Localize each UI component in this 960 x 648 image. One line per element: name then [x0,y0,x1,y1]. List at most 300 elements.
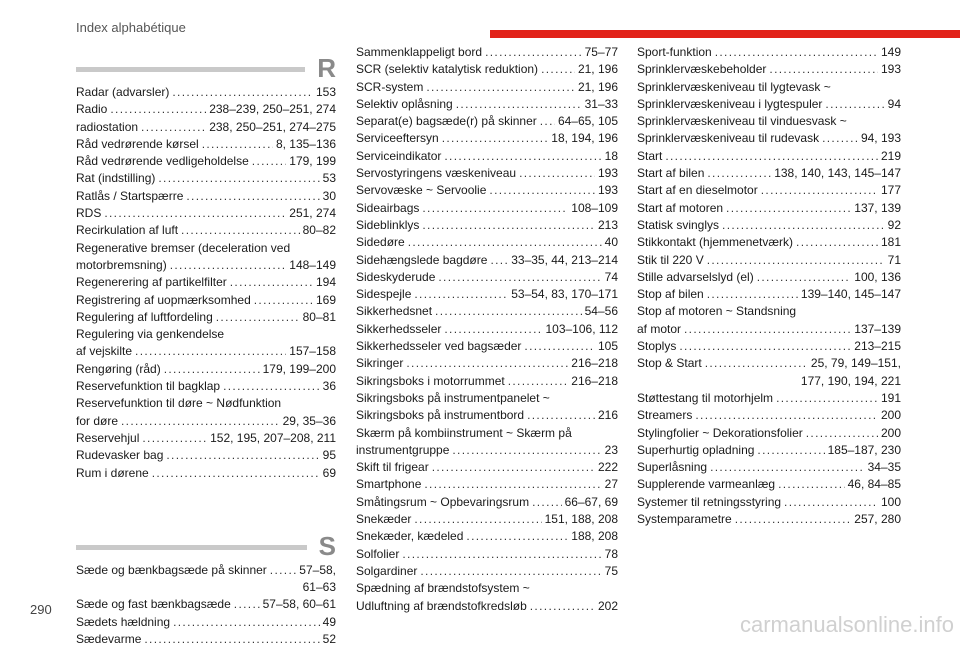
dot-leader [424,476,601,493]
entry-pages: 222 [597,460,618,475]
entry-row [356,182,618,199]
entry-row [356,269,618,286]
entry-pages: 100, 136 [854,269,901,284]
entry-pages: 103–106, 112 [545,321,618,336]
entry-pages: 179, 199–200 [262,361,336,376]
dot-leader [230,274,313,291]
entry-term: Separat(e) bagsæde(r) på skinner [356,114,537,129]
index-entry [356,563,618,580]
entry-row [76,170,336,187]
dot-leader [234,596,260,613]
entry-row [356,217,618,234]
entry-row [356,511,618,528]
entry-row [356,96,618,113]
entry-term: Rengøring (råd) [76,361,161,376]
dot-leader [432,459,595,476]
entry-term: Stik til 220 V [637,252,704,267]
entry-term: Reservefunktion til bagklap [76,379,221,394]
entry-term: Sideskyderude [356,269,436,284]
entry-term: Recirkulation af luft [76,223,179,238]
entry-term: Sikkerhedsnet [356,304,433,319]
entry-pages: 71 [887,252,901,267]
entry-pages: 193 [597,166,618,181]
entry-term: Sprinklervæskebeholder [637,62,767,77]
entry-term: Sammenklappeligt bord [356,45,483,59]
index-entry [356,44,618,61]
entry-term: for døre [76,413,119,428]
dot-leader [444,321,542,338]
index-entry [356,390,618,425]
dot-leader [519,165,595,182]
entry-row [76,430,336,447]
index-entry [356,234,618,251]
index-entry [356,286,618,303]
dot-leader [426,79,575,96]
entry-pages: 153 [315,85,336,99]
dot-leader [121,413,280,430]
dot-leader [757,269,852,286]
entry-term: Sidehængslede bagdøre [356,252,488,267]
entry-term: Regulering af luftfordeling [76,309,213,324]
dot-leader [456,96,582,113]
index-column-3 [637,44,901,528]
entry-term: Sikkerhedsseler ved bagsæder [356,339,522,354]
entry-row [637,234,901,251]
entry-pages: 8, 135–136 [275,136,336,151]
entry-pages: 75 [604,563,618,578]
entry-pages: 202 [597,598,618,613]
entry-pages: 69 [322,465,336,480]
entry-term: Regenerering af partikelfilter [76,275,227,290]
index-entry [637,165,901,182]
entry-row [637,425,901,442]
watermark: carmanualsonline.info [739,612,954,637]
dot-leader [216,309,300,326]
entry-row [356,61,618,78]
index-entry [356,79,618,96]
entry-term: Servostyringens væskeniveau [356,166,517,181]
index-entry [637,442,901,459]
entry-term: Sport-funktion [637,45,712,59]
entry-pages: 219 [880,148,901,163]
entry-pages: 74 [604,269,618,284]
entry-term: Start af bilen [637,166,705,181]
entry-pages: 105 [597,339,618,354]
entry-pages: 21, 196 [577,79,618,94]
entry-pages: 181 [880,235,901,250]
dot-leader [489,182,595,199]
entry-pages: 185–187, 230 [827,442,901,457]
entry-pages: 31–33 [584,96,618,111]
index-entry [76,292,336,309]
entry-term: Start [637,148,663,163]
entry-row [76,596,336,613]
entry-term: Smartphone [356,477,422,492]
entry-pages: 29, 35–36 [282,413,336,428]
entry-pages: 213–215 [854,339,901,354]
entry-row [637,511,901,528]
entry-row [76,343,336,360]
index-entry [76,240,336,275]
page-header-title: Index alphabétique [76,20,186,35]
entry-row [76,257,336,274]
dot-leader [104,205,286,222]
index-entry [76,361,336,378]
entry-row [356,286,618,303]
entry-term-line: Sikringsboks på instrumentpanelet ~ [356,390,550,405]
entry-pages: 257, 280 [854,512,901,527]
entry-row [356,200,618,217]
index-entry [356,217,618,234]
entry-row [356,148,618,165]
index-entry [356,546,618,563]
dot-leader [679,338,851,355]
entry-pages: 46, 84–85 [847,477,901,492]
section-letter: R [317,53,336,83]
entry-row [76,222,336,239]
dot-leader [532,494,562,511]
entry-row [76,309,336,326]
entry-pages: 108–109 [571,200,618,215]
entry-pages: 33–35, 44, 213–214 [511,252,618,267]
entry-row [637,459,901,476]
entry-row [637,476,901,493]
index-entry [76,447,336,464]
index-entry [76,596,336,613]
entry-term: Solgardiner [356,563,418,578]
dot-leader [186,188,319,205]
index-entry [76,326,336,361]
entry-row [356,165,618,182]
entry-row [637,61,901,78]
entry-term: Statisk svinglys [637,217,720,232]
index-entry [356,61,618,78]
entry-pages: 100 [880,494,901,509]
dot-leader [223,378,320,395]
entry-term: Stylingfolier ~ Dekorationsfolier [637,425,803,440]
index-entry [637,425,901,442]
entry-term-line: Stop af motoren ~ Standsning [637,304,797,319]
entry-term: Udluftning af brændstofkredsløb [356,598,527,613]
entry-term: Råd vedrørende kørsel [76,136,199,151]
dot-leader [665,148,878,165]
dot-leader [252,153,287,170]
entry-pages: 52 [322,632,336,647]
dot-leader [142,430,207,447]
dot-leader [414,511,541,528]
entry-pages: 66–67, 69 [564,494,618,509]
dot-leader [527,407,595,424]
entry-term: Radar (advarsler) [76,85,170,99]
index-entry [76,465,336,482]
dot-leader [422,217,595,234]
entry-pages: 148–149 [289,257,336,272]
entry-term: Sidespejle [356,287,412,302]
entry-term: Superhurtig opladning [637,442,755,457]
entry-term: Streamers [637,408,693,423]
index-entry [356,148,618,165]
index-entry [637,355,901,390]
entry-pages: 194 [315,275,336,290]
entry-term: Skift til frigear [356,460,429,475]
index-entry [76,170,336,187]
entry-pages: 95 [322,448,336,463]
dot-leader [707,286,798,303]
index-entry [356,476,618,493]
entry-row [637,130,901,147]
entry-term: Superlåsning [637,460,708,475]
entry-pages: 80–82 [302,223,336,238]
entry-term: Serviceindikator [356,148,442,163]
entry-row [356,234,618,251]
entry-term: Rum i dørene [76,465,149,480]
entry-term: motorbremsning) [76,257,167,272]
entry-term: Stikkontakt (hjemmenetværk) [637,235,794,250]
dot-leader [181,222,300,239]
entry-row [637,338,901,355]
index-entry [637,252,901,269]
page-number: 290 [30,602,52,617]
entry-pages: 94, 193 [860,131,901,146]
entry-term: SCR (selektiv katalytisk reduktion) [356,62,539,77]
dot-leader [684,321,851,338]
entry-term: Selektiv oplåsning [356,96,453,111]
entry-pages: 193 [880,62,901,77]
entry-term-line: Skærm på kombiinstrument ~ Skærm på [356,425,572,440]
dot-leader [408,234,602,251]
entry-term: Radio [76,102,108,117]
index-entry [356,321,618,338]
index-entry [637,338,901,355]
dot-leader [524,338,595,355]
entry-row [637,442,901,459]
entry-row [637,390,901,407]
entry-pages: 30 [322,188,336,203]
dot-leader [141,119,206,136]
header-accent-bar [490,30,960,38]
index-entry [76,222,336,239]
entry-row [356,130,618,147]
dot-leader [414,286,508,303]
section-spacer [76,482,336,522]
dot-leader [778,476,845,493]
entry-pages: 216–218 [571,356,618,371]
dot-leader [172,84,313,101]
index-entry [637,200,901,217]
index-entry [356,182,618,199]
entry-term-line: Reservefunktion til døre ~ Nødfunktion [76,396,282,411]
index-entry [76,153,336,170]
section-rule [76,545,307,550]
index-column-2 [356,44,618,615]
entry-term: Stop af bilen [637,287,704,302]
index-entry [356,200,618,217]
entry-term: Rudevasker bag [76,448,164,463]
entry-term: Sæde og bænkbagsæde på skinner [76,562,267,577]
entry-row [637,321,901,338]
entry-row [76,101,336,118]
entry-pages: 169 [315,292,336,307]
index-entry [356,494,618,511]
index-entry [76,84,336,101]
entry-pages: 25, 79, 149–151, [810,356,901,371]
entry-row [637,96,901,113]
entry-term: Sidedøre [356,235,405,250]
entry-term: Sæde og fast bænkbagsæde [76,597,231,612]
dot-leader [769,61,878,78]
dot-leader [761,182,878,199]
section-rule [76,67,305,72]
entry-pages: 138, 140, 143, 145–147 [774,166,901,181]
entry-row [76,188,336,205]
dot-leader [695,407,878,424]
entry-pages: 151, 188, 208 [544,512,618,527]
dot-leader [710,459,865,476]
index-entry [637,303,901,338]
entry-pages: 137–139 [854,321,901,336]
index-entry [637,286,901,303]
entry-row [356,355,618,372]
dot-leader [540,113,555,130]
entry-pages: 213 [597,217,618,232]
dot-leader [757,442,824,459]
index-entry [76,378,336,395]
dot-leader [784,494,878,511]
index-column-1 [76,44,336,648]
entry-row [356,373,618,390]
index-entry [76,205,336,222]
entry-pages: 152, 195, 207–208, 211 [210,430,336,445]
index-entry [356,338,618,355]
entry-row [356,476,618,493]
entry-pages: 216 [597,408,618,423]
index-entry [637,390,901,407]
index-entry [76,119,336,136]
index-entry [637,459,901,476]
dot-leader [485,44,582,61]
entry-term: Sædevarme [76,632,142,647]
entry-term: Registrering af uopmærksomhed [76,292,251,307]
entry-pages: 179, 199 [289,154,336,169]
index-entry [76,430,336,447]
entry-term: Sikringer [356,356,404,371]
entry-term: Start af motoren [637,200,724,215]
index-entry [637,511,901,528]
index-entry [637,269,901,286]
dot-leader [715,44,878,61]
index-entry [637,44,901,61]
dot-leader [726,200,851,217]
entry-term-line: Regenerative bremser (deceleration ved [76,240,291,255]
dot-leader [152,465,320,482]
entry-term: Sprinklervæskeniveau til rudevask [637,131,820,146]
index-entry [637,182,901,199]
dot-leader [796,234,878,251]
entry-term: instrumentgruppe [356,442,450,457]
index-entry [76,614,336,631]
entry-pages: 200 [880,408,901,423]
entry-term-line: Regulering via genkendelse [76,327,225,342]
dot-leader [825,96,884,113]
entry-pages: 27 [604,477,618,492]
entry-term: Sideblinklys [356,217,420,232]
entry-term: Sikkerhedsseler [356,321,442,336]
entry-row [76,274,336,291]
entry-row [637,494,901,511]
index-entry [356,580,618,615]
entry-term: Stoplys [637,339,677,354]
entry-row [356,528,618,545]
index-entry [356,355,618,372]
dot-leader [705,355,808,372]
entry-term: Stille advarselslyd (el) [637,269,754,284]
entry-term-line: Sprinklervæskeniveau til lygtevask ~ [637,79,831,94]
index-entry [356,252,618,269]
index-entry [356,425,618,460]
dot-leader [402,546,601,563]
index-entry [637,148,901,165]
entry-row [76,136,336,153]
entry-pages: 21, 196 [577,62,618,77]
dot-leader [270,562,297,579]
entry-row [356,494,618,511]
entry-row [356,79,618,96]
entry-pages: 92 [887,217,901,232]
entry-row [76,378,336,395]
entry-row [637,252,901,269]
entry-row [637,217,901,234]
entry-pages: 57–58, [299,562,336,577]
entry-term: Rat (indstilling) [76,171,156,186]
entry-term: af motor [637,321,682,336]
entry-term: Sideairbags [356,200,420,215]
dot-leader [110,101,206,118]
entry-term: Stop & Start [637,356,702,371]
entry-term-line: Sprinklervæskeniveau til vinduesvask ~ [637,114,847,129]
entry-row [637,165,901,182]
entry-pages: 53–54, 83, 170–171 [511,287,618,302]
index-entry [637,476,901,493]
dot-leader [422,200,568,217]
dot-leader [776,390,878,407]
dot-leader [530,598,595,615]
entry-term: Ratlås / Startspærre [76,188,184,203]
entry-pages: 49 [322,614,336,629]
entry-row [76,153,336,170]
entry-pages: 238–239, 250–251, 274 [209,102,336,117]
dot-leader [806,425,878,442]
entry-pages: 23 [604,442,618,457]
dot-leader [822,130,858,147]
section-letter: S [318,530,336,561]
entry-row [637,286,901,303]
entry-term: Støttestang til motorhjelm [637,390,774,405]
index-entry [76,309,336,326]
index-entry [637,96,901,113]
entry-term: Serviceeftersyn [356,131,439,146]
index-entry [637,61,901,78]
entry-term: radiostation [76,119,139,134]
dot-leader [166,447,319,464]
entry-row [637,269,901,286]
dot-leader [435,303,582,320]
entry-pages: 137, 139 [854,200,901,215]
entry-pages: 40 [604,235,618,250]
entry-term: af vejskilte [76,344,133,359]
entry-pages-continued: 177, 190, 194, 221 [800,373,901,388]
section-header-s [76,522,336,562]
entry-pages: 191 [880,390,901,405]
